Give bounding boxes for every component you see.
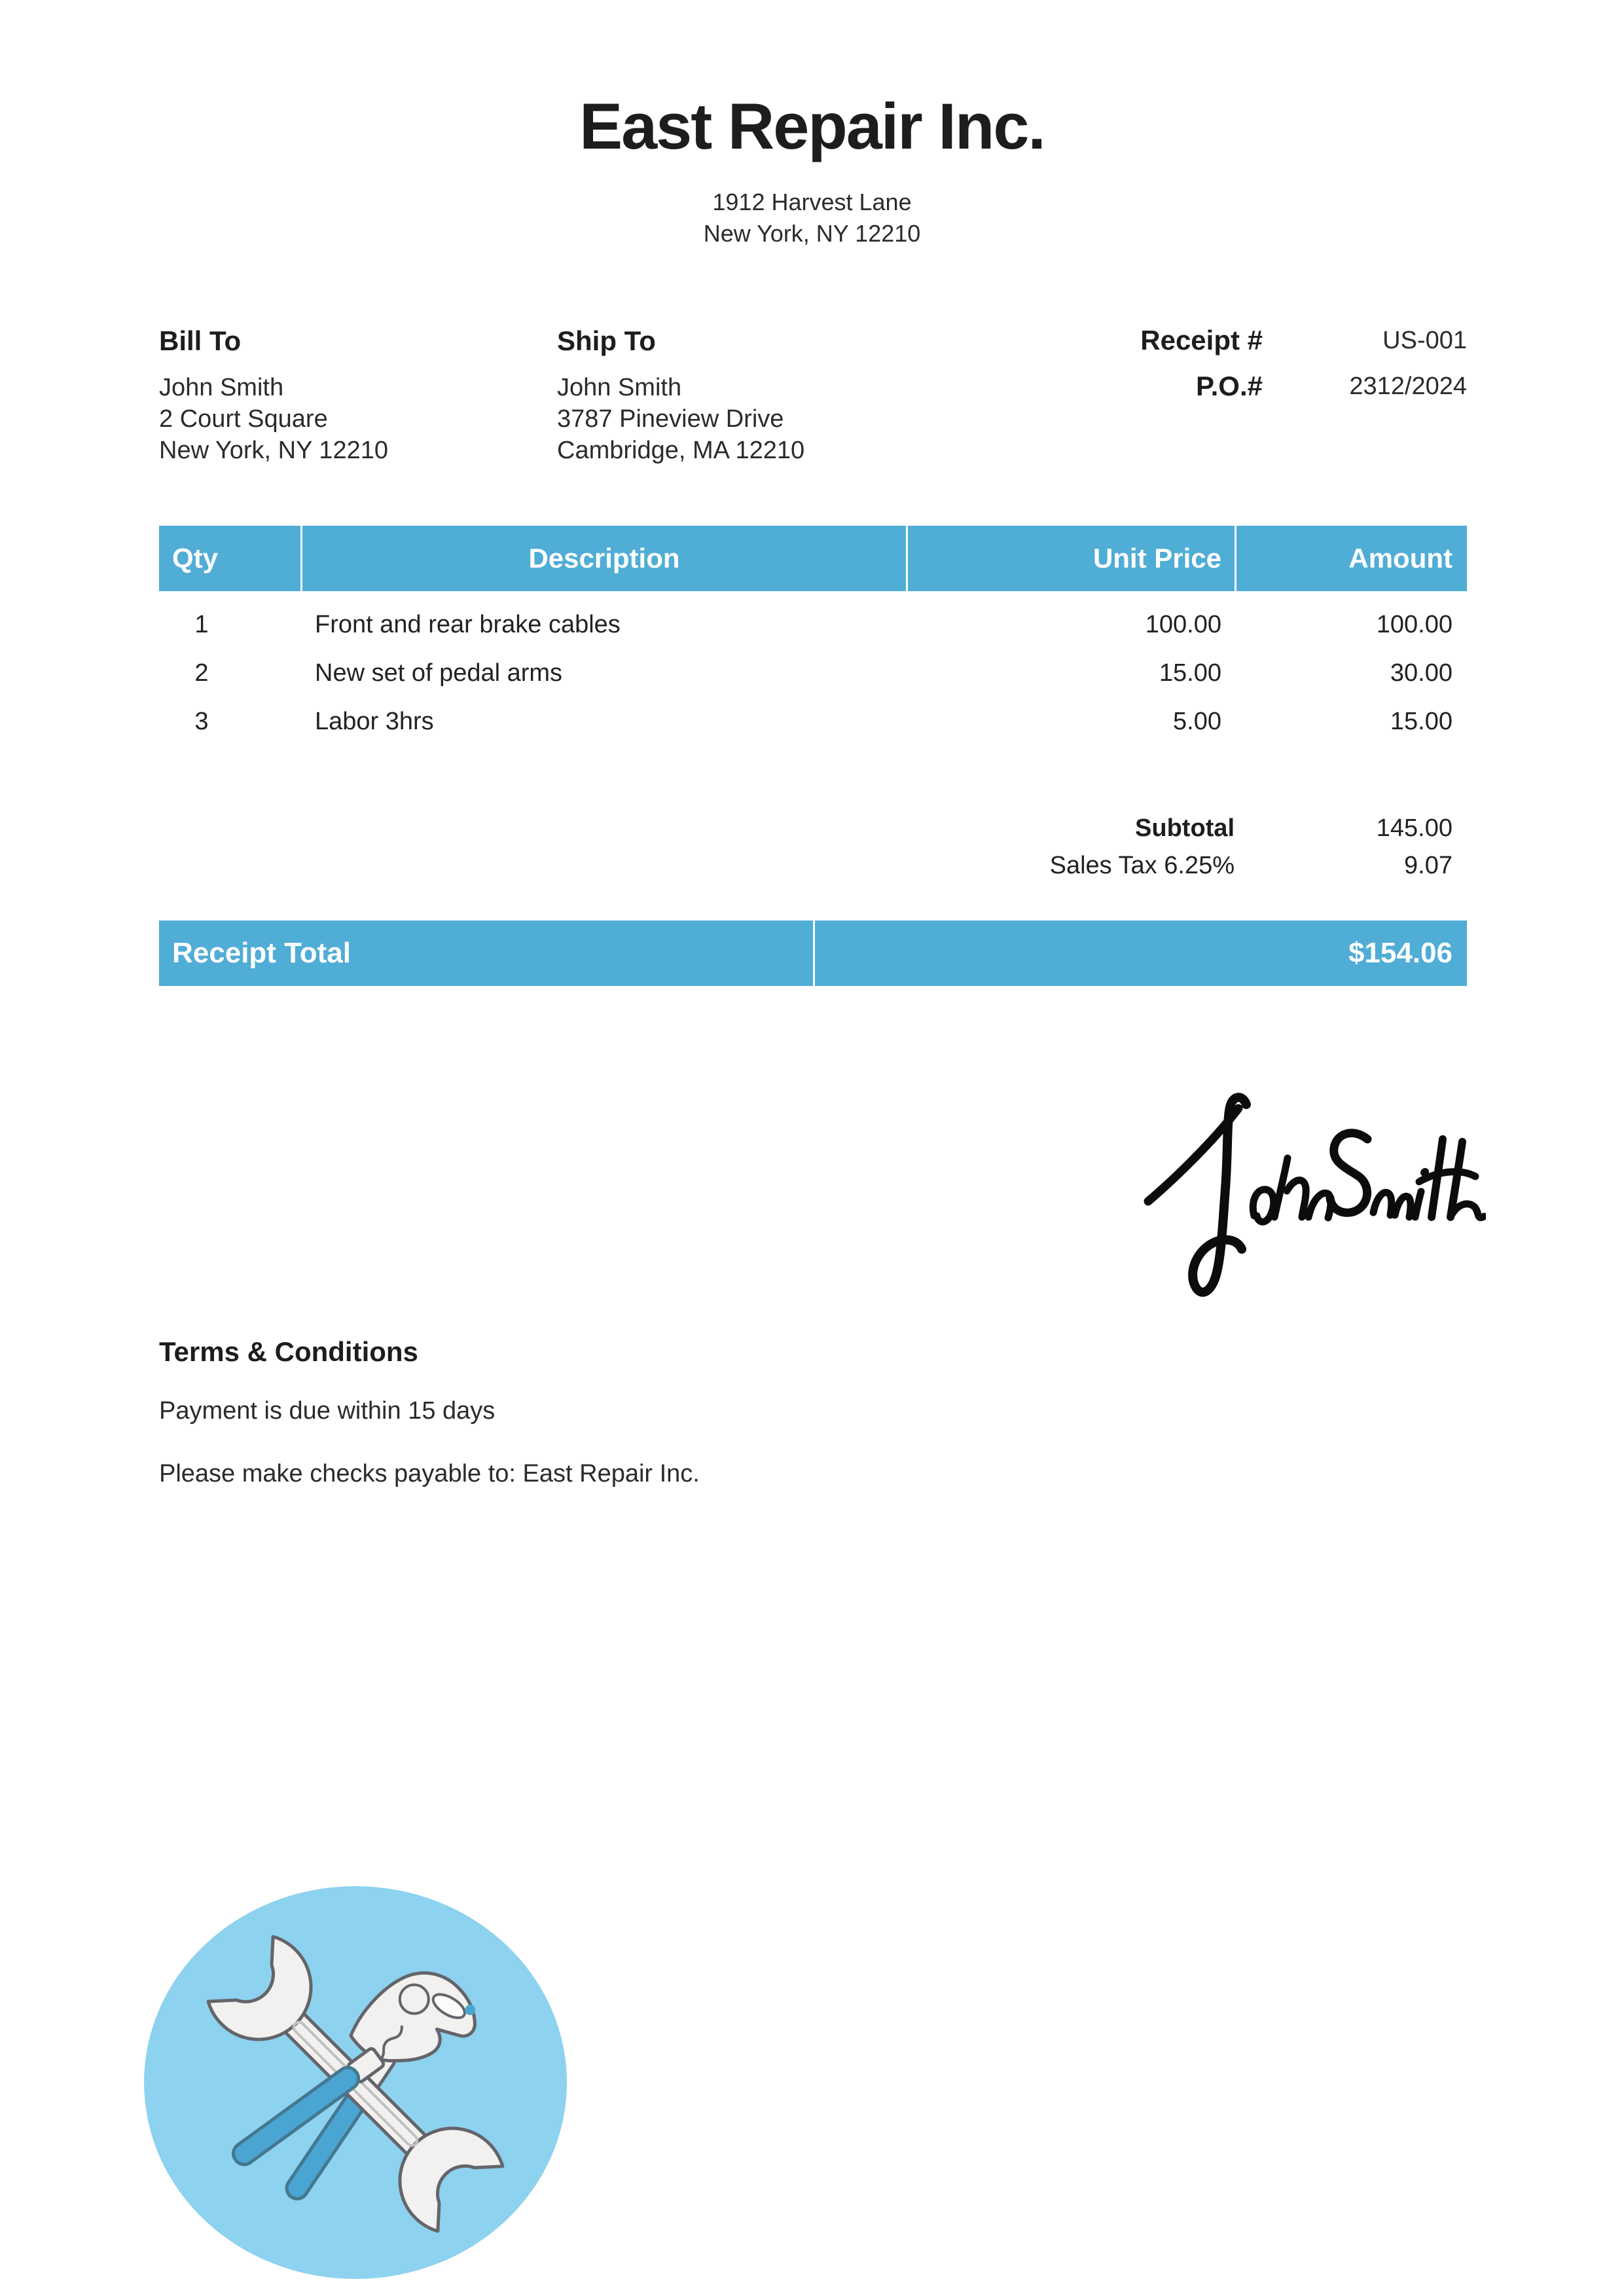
- company-name: East Repair Inc.: [579, 90, 1045, 162]
- cell-qty: 3: [194, 707, 209, 735]
- sales-tax-label: Sales Tax 6.25%: [1049, 852, 1235, 879]
- column-header-description: Description: [300, 526, 906, 591]
- bill-to-name: John Smith: [159, 374, 284, 401]
- cell-unit-price: 5.00: [1173, 707, 1221, 735]
- cell-description: Labor 3hrs: [315, 707, 434, 735]
- column-header-qty: Qty: [172, 543, 219, 574]
- bill-to-street: 2 Court Square: [159, 405, 328, 433]
- terms-line-checks: Please make checks payable to: East Repair Inc.: [159, 1460, 700, 1487]
- totals-section: [159, 810, 1467, 884]
- ship-to-city: Cambridge, MA 12210: [557, 437, 805, 464]
- ship-to-name: John Smith: [557, 374, 682, 401]
- subtotal-row: [159, 810, 1467, 847]
- bill-to-label: Bill To: [159, 325, 242, 356]
- cell-unit-price: 15.00: [1159, 659, 1221, 687]
- subtotal-label: Subtotal: [1135, 814, 1235, 842]
- subtotal-value: 145.00: [1376, 814, 1453, 842]
- cell-amount: 30.00: [1390, 659, 1453, 687]
- cell-qty: 2: [194, 659, 209, 687]
- column-header-unit-price: Unit Price: [906, 526, 1235, 591]
- table-body: [159, 591, 1467, 746]
- company-address: [0, 187, 1624, 249]
- sales-tax-value: 9.07: [1404, 852, 1453, 879]
- ship-to-street: 3787 Pineview Drive: [557, 405, 784, 433]
- receipt-total-label: Receipt Total: [172, 937, 352, 969]
- document-header: [0, 90, 1624, 162]
- cell-amount: 15.00: [1390, 707, 1453, 735]
- ship-to-block: [557, 325, 804, 466]
- wrench-and-pliers-icon: [143, 1884, 569, 2284]
- company-address-line2: New York, NY 12210: [703, 220, 921, 247]
- signature: [1139, 1077, 1486, 1303]
- receipt-total-value: $154.06: [1348, 937, 1453, 969]
- column-header-amount: Amount: [1235, 526, 1467, 591]
- sales-tax-row: [159, 847, 1467, 884]
- terms-heading: Terms & Conditions: [159, 1336, 418, 1367]
- table-row: [159, 600, 1467, 649]
- table-row: [159, 697, 1467, 746]
- cell-unit-price: 100.00: [1145, 610, 1221, 638]
- company-address-line1: 1912 Harvest Lane: [712, 189, 912, 215]
- table-header-row: [159, 526, 1467, 591]
- cell-description: New set of pedal arms: [315, 659, 563, 687]
- po-number-value: 2312/2024: [1349, 373, 1467, 400]
- receipt-number-value: US-001: [1382, 327, 1467, 354]
- bill-to-city: New York, NY 12210: [159, 437, 388, 464]
- table-row: [159, 649, 1467, 697]
- items-table: [159, 526, 1467, 746]
- bill-to-block: [159, 325, 388, 466]
- cell-qty: 1: [194, 610, 209, 638]
- ship-to-label: Ship To: [557, 325, 656, 356]
- receipt-number-label: Receipt #: [1140, 325, 1263, 355]
- receipt-meta-block: [1140, 325, 1467, 402]
- cell-amount: 100.00: [1376, 610, 1453, 638]
- terms-line-payment: Payment is due within 15 days: [159, 1397, 496, 1425]
- cell-description: Front and rear brake cables: [315, 610, 621, 638]
- signature-ink: [1139, 1077, 1486, 1303]
- terms-section: [159, 1336, 700, 1489]
- receipt-total-bar: [159, 920, 1467, 986]
- po-number-label: P.O.#: [1196, 371, 1263, 401]
